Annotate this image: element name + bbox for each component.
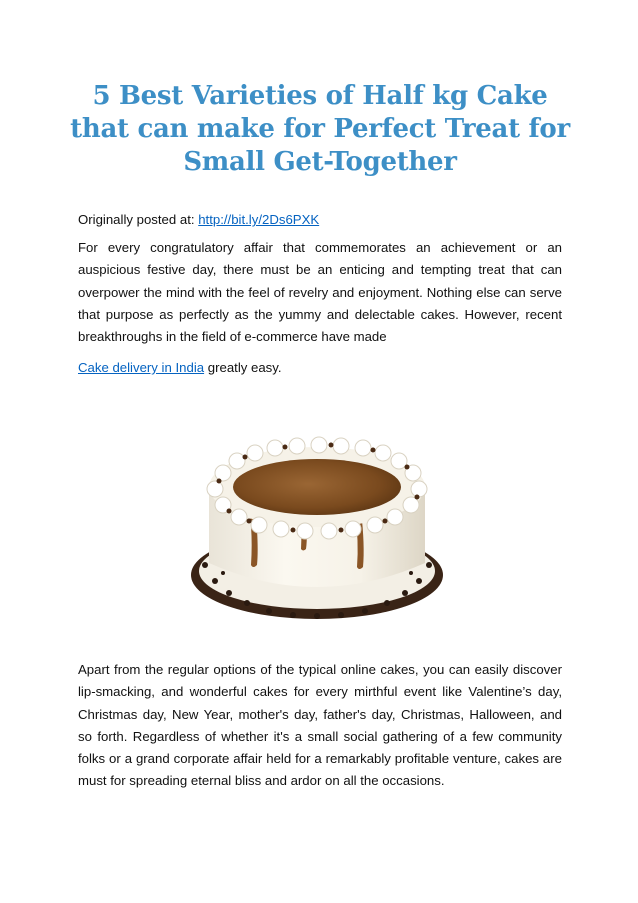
cake-illustration-icon [185, 425, 450, 625]
posted-at-line [78, 210, 562, 230]
cake-delivery-line [78, 358, 562, 378]
body-paragraph: Apart from the regular options of the typical online cakes, you can easily discover lip-smacking, and wonderful cakes for every mirthful event like Valentine’s day, Christmas day, New Year, mother's day, father's day, Christmas, Halloween, and so forth. Regardless of whether it's a small social gathering of a few community folks or a grand corporate affair held for a remarkably profitable venture, cakes are must for spreading eternal bliss and ardor on all the occasions. [78, 662, 562, 789]
posted-at-label: Originally posted at: [78, 212, 199, 227]
cake-image [185, 425, 450, 625]
intro-paragraph: For every congratulatory affair that commemorates an achievement or an auspicious festive day, there must be an enticing and tempting treat that can overpower the mind with the feel of revelry and enjoyment. Nothing else can serve that purpose as perfectly as the yummy and delectable cakes. However, recent breakthroughs in the field of e-commerce have made [78, 240, 562, 345]
cake-delivery-suffix: greatly easy. [204, 360, 282, 375]
source-link[interactable]: http://bit.ly/2Ds6PXK [198, 212, 320, 227]
page-title: 5 Best Varieties of Half kg Cake that can make for Perfect Treat for Small Get-Together [70, 81, 570, 177]
cake-delivery-link[interactable]: Cake delivery in India [78, 360, 205, 375]
